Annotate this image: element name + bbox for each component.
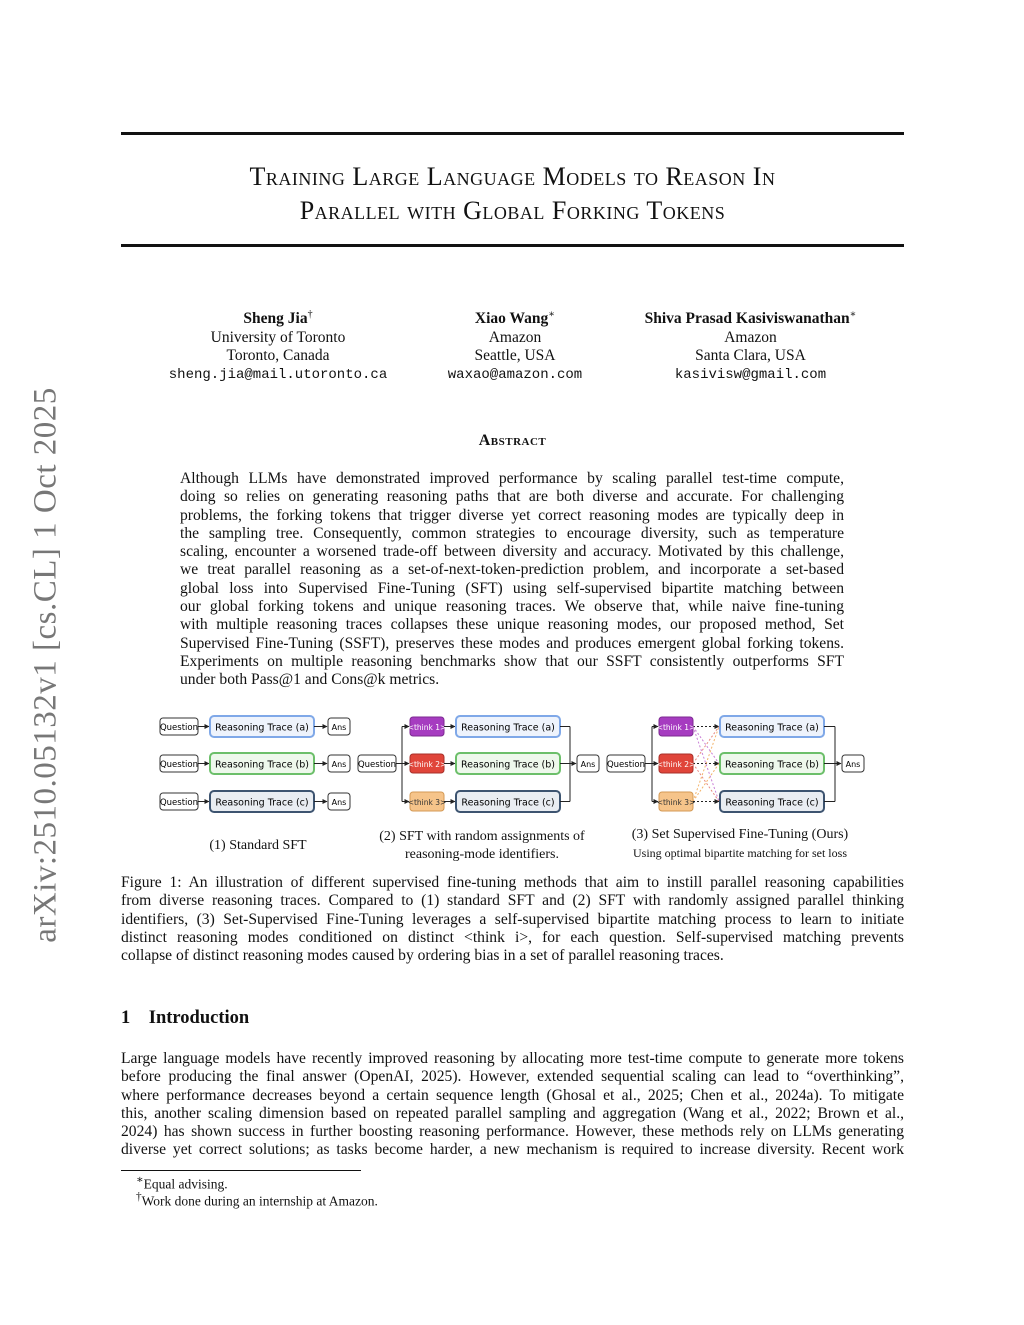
subcaption-2-line1: (2) SFT with random assignments of (379, 829, 585, 844)
trace-box-a: Reasoning Trace (a) (725, 722, 819, 734)
intro-line: 2024) has shown success in further boosting reasoning performance. However, these methods rely on LLMs generating (121, 1123, 904, 1141)
footnote-mark: † (136, 1191, 142, 1203)
trace-box-a: Reasoning Trace (a) (461, 722, 555, 734)
footnote-text: Equal advising. (143, 1176, 228, 1192)
abstract-heading: Abstract (478, 432, 547, 449)
panel1-row-a (160, 716, 350, 737)
title-line-1: Training Large Language Models to Reason In (249, 162, 776, 191)
author-affiliation: Amazon (724, 328, 777, 346)
intro-line: Large language models have recently improved reasoning by allocating more test-time compute to generate more tokens (121, 1050, 904, 1067)
author-mark: ∗ (849, 309, 857, 320)
paper-title (121, 160, 904, 228)
author-affiliation: University of Toronto (210, 328, 346, 346)
arxiv-id: arXiv:2510.05132v1 [cs.CL] 1 Oct 2025 (27, 387, 64, 943)
caption-line: identifiers, (3) Set-Supervised Fine-Tuning leverages a self-supervised bipartite matching process to learn to initiate (121, 910, 904, 928)
caption-line: from diverse reasoning traces. Compared to (1) standard SFT and (2) SFT with randomly assigned parallel thinking (121, 892, 904, 910)
author-block-3 (628, 306, 873, 384)
question-box: Question (159, 798, 199, 808)
ans-box: Ans (580, 760, 596, 769)
author-mark: † (307, 309, 313, 320)
abstract-line: we treat parallel reasoning as a set-of-next-token-prediction problem, and incorporate a set-based (180, 561, 844, 579)
caption-line: collapse of distinct reasoning modes caused by ordering bias in a set of parallel reasoning traces. (121, 947, 724, 965)
footnote-mark: ∗ (136, 1174, 144, 1186)
intro-line: where performance decreases beyond a certain sequence length (Ghosal et al., 2025; Chen et al., 2024a). To mitigate (121, 1086, 904, 1104)
author-block-2 (420, 306, 610, 384)
subcaption-3-line1: (3) Set Supervised Fine-Tuning (Ours) (631, 827, 849, 842)
intro-line: before producing the final answer (OpenAI, 2025). However, extended sequential scaling can lead to “overthinking”, (121, 1068, 904, 1086)
abstract-body (180, 470, 844, 690)
question-box: Question (606, 760, 646, 770)
abstract-line: our global forking tokens and unique reasoning traces. We observe that, while naive fine-tuning (180, 598, 844, 616)
author-name: Sheng Jia (243, 310, 308, 328)
trace-box-b: Reasoning Trace (b) (461, 759, 555, 771)
figure-1-diagram (150, 706, 880, 822)
subcaption-3 (610, 826, 870, 862)
intro-paragraph (121, 1050, 904, 1160)
author-email[interactable]: sheng.jia@mail.utoronto.ca (168, 366, 388, 383)
think-token-2: <think 2> (656, 760, 696, 769)
author-email[interactable]: waxao@amazon.com (447, 366, 583, 383)
subcaption-2 (362, 828, 602, 864)
ans-box: Ans (331, 723, 347, 732)
author-location: Seattle, USA (474, 347, 556, 365)
think-token-2: <think 2> (407, 760, 447, 769)
abstract-line: doing so relies on generating reasoning paths that are both diverse and accurate. For challenging (180, 488, 844, 506)
trace-box-c: Reasoning Trace (c) (215, 797, 309, 809)
abstract-line: Supervised Fine-Tuning (SSFT), preserves these modes and produces emergent global forking tokens. (180, 634, 844, 652)
trace-box-b: Reasoning Trace (b) (215, 759, 309, 771)
panel1-row-c (160, 791, 350, 812)
bipartite-edges (693, 727, 719, 802)
trace-box-c: Reasoning Trace (c) (461, 797, 555, 809)
abstract-line: global loss into Supervised Fine-Tuning (SFT) using self-supervised bipartite matching between (180, 579, 844, 597)
question-box: Question (159, 760, 199, 770)
arxiv-side-label (26, 385, 66, 945)
abstract-line: the sampling tree. Consequently, common strategies to encourage diversity, such as temperature (180, 524, 844, 542)
ans-box: Ans (845, 760, 861, 769)
author-affiliation: Amazon (488, 328, 542, 346)
author-mark: ∗ (548, 309, 556, 320)
author-block-1 (158, 306, 398, 384)
trace-box-c: Reasoning Trace (c) (725, 797, 819, 809)
panel-random-sft (358, 716, 599, 812)
intro-line: diverse yet correct solutions; as tasks become harder, a new mechanism is required to increase diversity. Recent work (121, 1141, 904, 1159)
think-token-3: <think 3> (407, 798, 447, 807)
intro-line: this, another scaling dimension based on repeated parallel sampling and aggregation (Wang et al., 2022; Brown et al., (121, 1104, 904, 1122)
section-heading (121, 1008, 249, 1029)
title-line-2: Parallel with Global Forking Tokens (299, 196, 726, 225)
author-email[interactable]: kasivisw@gmail.com (674, 366, 827, 383)
abstract-line: scaling, encounter a worsened trade-off between diversity and accuracy. Motivated by this challenge, (180, 543, 844, 561)
abstract-line: Although LLMs have demonstrated improved performance by scaling parallel test-time compute, (180, 470, 844, 487)
abstract-line: with multiple reasoning traces collapses these unique reasoning modes, our proposed method, Set (180, 616, 844, 634)
think-token-1: <think 1> (407, 723, 447, 732)
subcaption-1 (160, 837, 356, 855)
think-token-3: <think 3> (656, 798, 696, 807)
author-location: Santa Clara, USA (695, 347, 806, 365)
think-token-1: <think 1> (656, 723, 696, 732)
panel-ssft (607, 716, 864, 812)
ans-box: Ans (331, 798, 347, 807)
section-title: Introduction (148, 1008, 250, 1028)
abstract-line: under both Pass@1 and Cons@k metrics. (180, 671, 440, 689)
abstract-line: problems, the forking tokens that trigger diverse yet correct reasoning modes are typically deep in (180, 506, 844, 524)
footnote-rule (121, 1170, 361, 1171)
footnote-2 (136, 1191, 378, 1210)
author-name: Shiva Prasad Kasiviswanathan (644, 310, 850, 328)
trace-box-b: Reasoning Trace (b) (725, 759, 819, 771)
footnote-text: Work done during an internship at Amazon. (141, 1193, 378, 1209)
title-bottom-rule (121, 244, 904, 247)
footnote-1 (136, 1173, 228, 1193)
subcaption-2-line2: reasoning-mode identifiers. (405, 847, 559, 862)
ans-box: Ans (331, 760, 347, 769)
author-location: Toronto, Canada (226, 347, 330, 365)
abstract-line: Experiments on multiple reasoning benchmarks show that our SSFT consistently outperforms SFT (180, 652, 844, 670)
subcaption-3-line2: Using optimal bipartite matching for set loss (633, 846, 847, 860)
panel-standard-sft (160, 716, 350, 812)
panel1-row-b (160, 753, 350, 774)
question-box: Question (159, 723, 199, 733)
subcaption-1-text: (1) Standard SFT (209, 838, 307, 853)
trace-box-a: Reasoning Trace (a) (215, 722, 309, 734)
figure-caption (121, 874, 904, 965)
caption-line: distinct reasoning modes conditioned on distinct <think i>, for each question. Self-supervised matching prevents (121, 928, 904, 946)
title-top-rule (121, 132, 904, 135)
author-name: Xiao Wang (474, 310, 549, 328)
question-box: Question (357, 760, 397, 770)
caption-line: Figure 1: An illustration of different supervised fine-tuning methods that aim to instill parallel reasoning capabilities (121, 874, 904, 891)
section-number: 1 (121, 1008, 131, 1028)
